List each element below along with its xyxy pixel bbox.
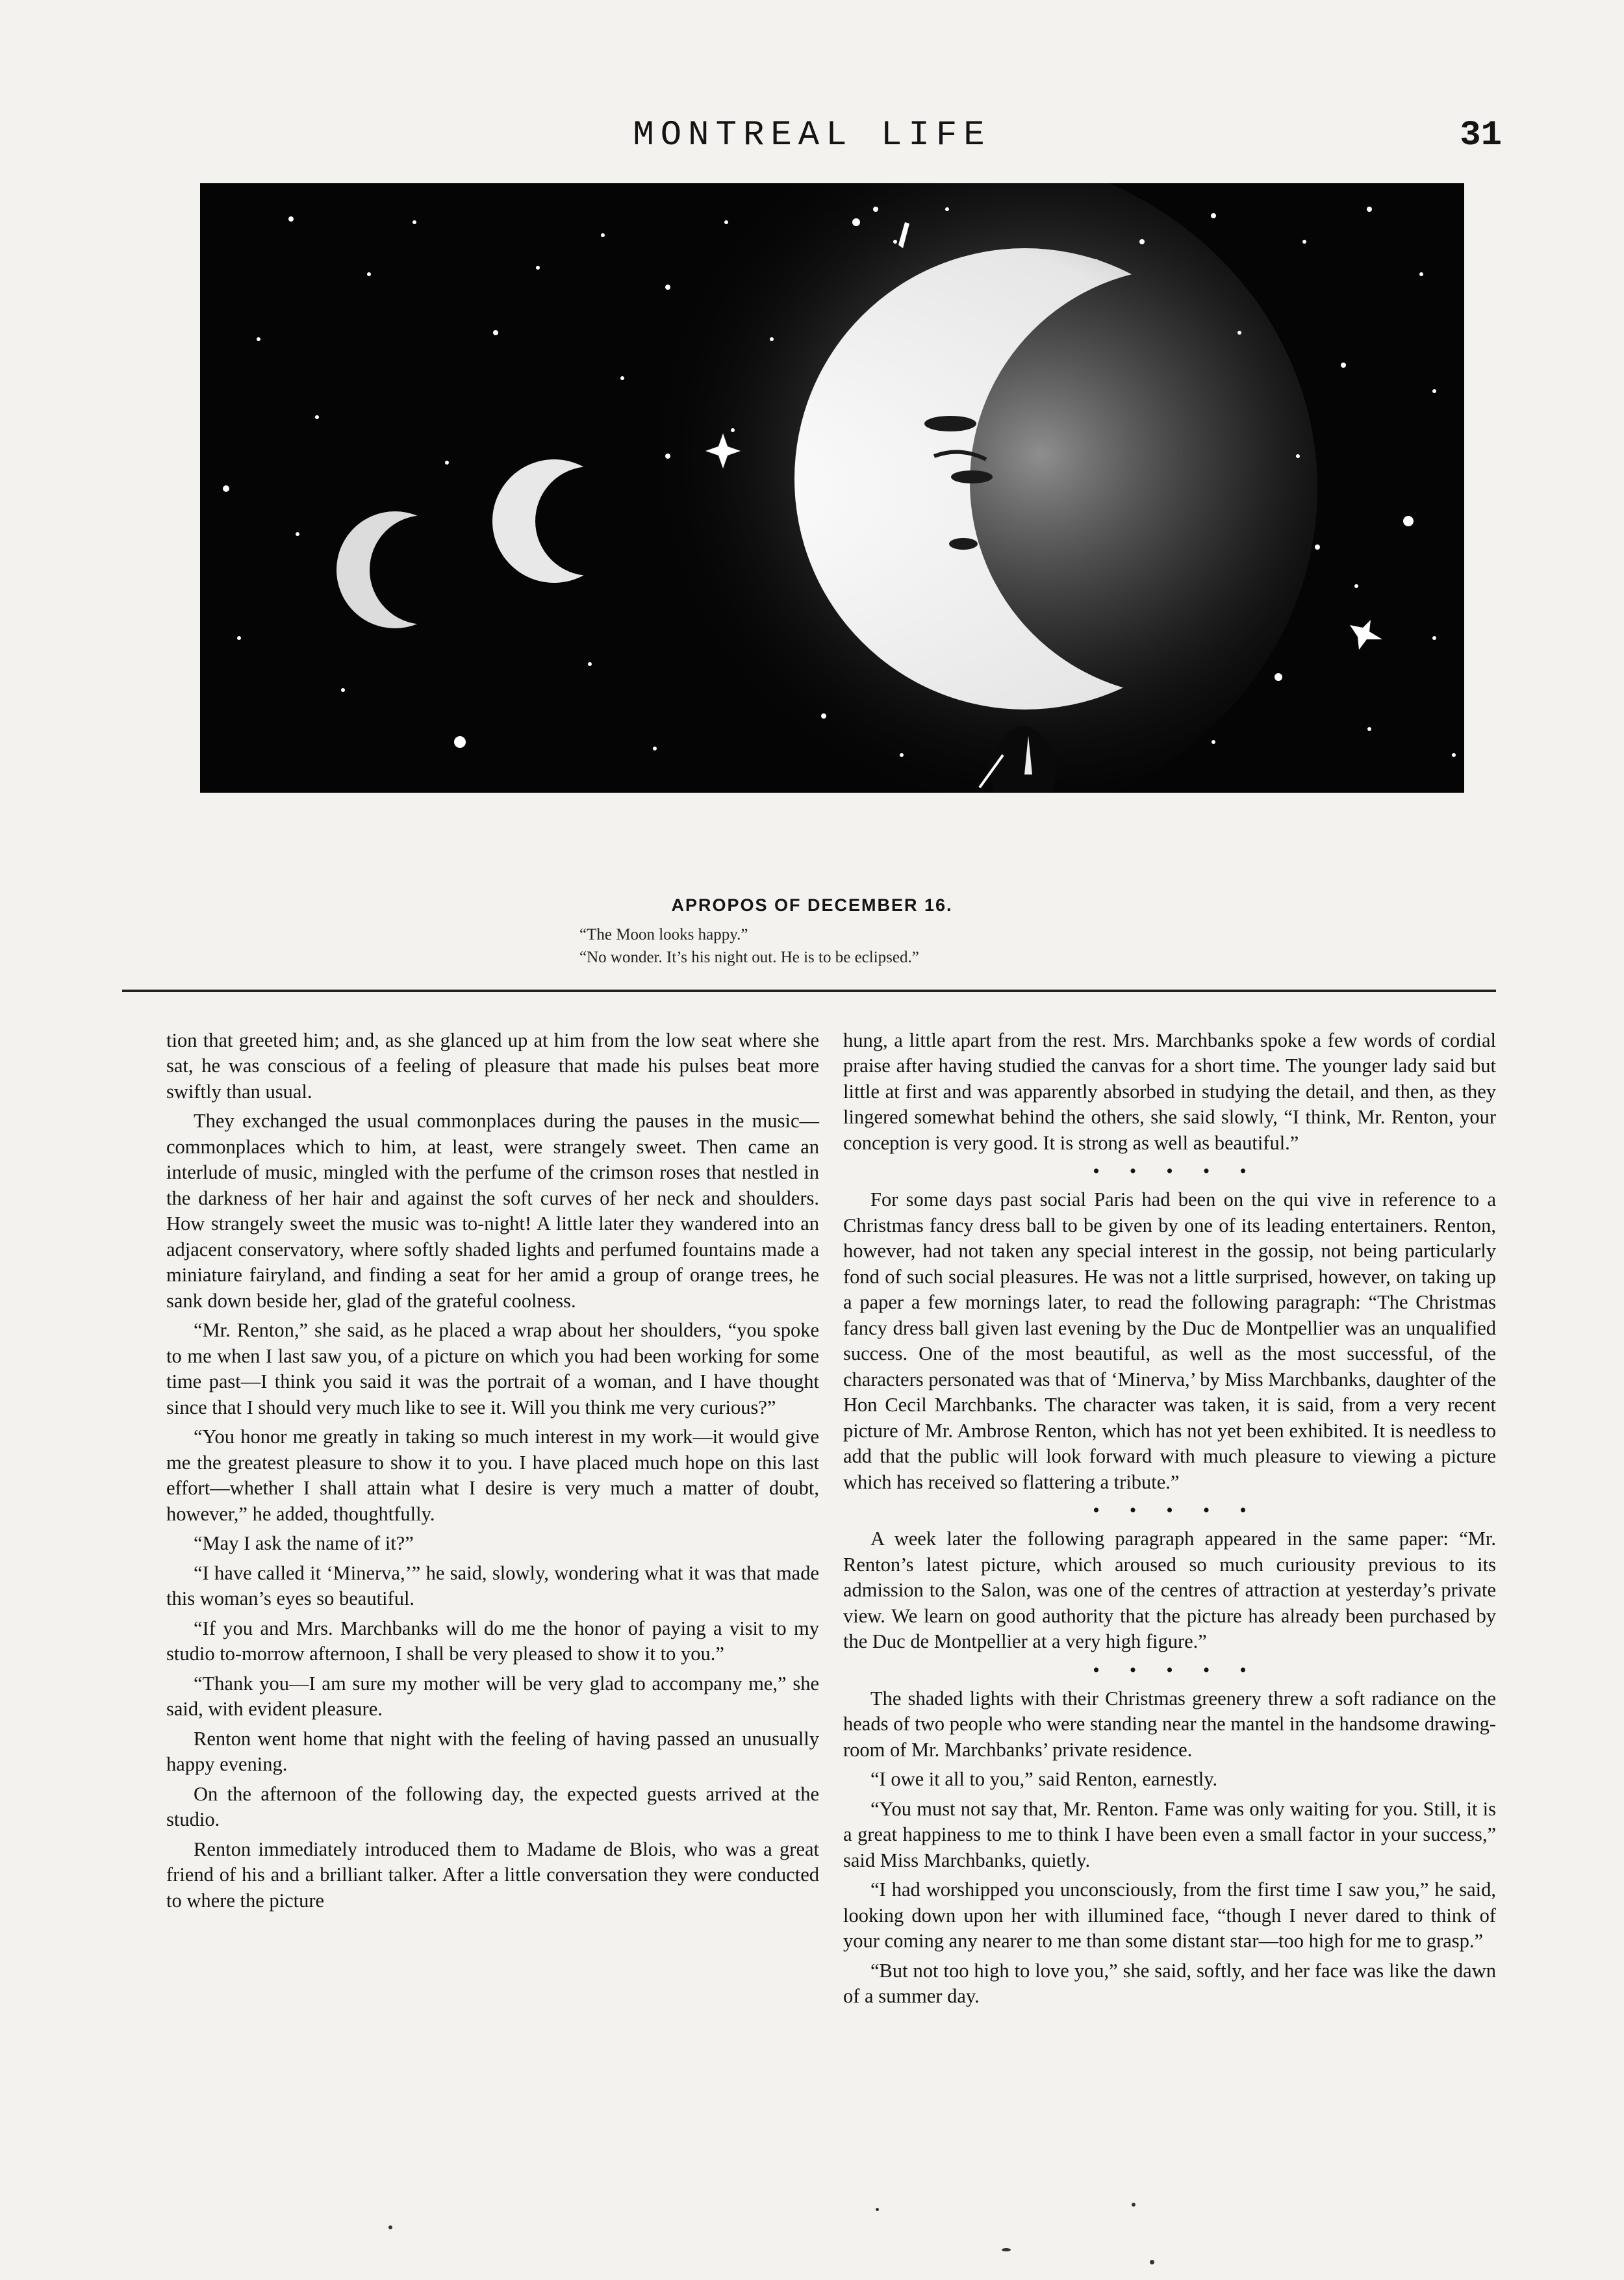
paragraph: hung, a little apart from the rest. Mrs. Marchbanks spoke a few words of cordial praise after having studied the canvas for a short time. The younger lady said but little at first and was apparently absorbed in studying the detail, and then, as they lingered somewhat behind the others, she said slowly, “I think, Mr. Renton, your conception is very good. It is strong as well as beautiful.” xyxy=(843,1029,1496,1154)
print-speck xyxy=(1132,2203,1136,2207)
paragraph: “May I ask the name of it?” xyxy=(194,1532,414,1555)
section-break-dots: ••••• xyxy=(1093,1160,1276,1183)
section-divider xyxy=(122,990,1496,992)
paragraph: “I had worshipped you unconsciously, from the first time I saw you,” he said, looking down upon her with illumined face, “though I never dared to think of your coming any nearer to me than some distant star—too high for me to grasp.” xyxy=(843,1878,1496,1953)
section-break-dots: ••••• xyxy=(1093,1659,1276,1681)
paragraph: The shaded lights with their Christmas greenery threw a soft radiance on the heads of two people who were standing near the mantel in the handsome drawing-room of Mr. Marchbanks’ private residence. xyxy=(843,1687,1496,1761)
print-speck xyxy=(876,2208,879,2211)
paragraph: “But not too high to love you,” she said, softly, and her face was like the dawn of a summer day. xyxy=(843,1959,1496,2007)
paragraph: They exchanged the usual commonplaces during the pauses in the music—commonplaces which to him, at least, were strangely sweet. Then came an interlude of music, mingled with the perfume of the crimson roses that nestled in the darkness of her hair and against the soft curves of her neck and shoulders. How strangely sweet the music was to-night! A little later they wandered into an adjacent conservatory, where softly shaded lights and perfumed fountains made a miniature fairyland, and finding a seat for her amid a group of orange trees, he sank down beside her, glad of the grateful coolness. xyxy=(166,1110,819,1312)
moon-eclipse-drawing xyxy=(200,183,1464,793)
right-text-column xyxy=(843,1028,1496,2013)
print-speck xyxy=(388,2225,392,2229)
paragraph: “You must not say that, Mr. Renton. Fame was only waiting for you. Still, it is a great happiness to me to think I have been even a small factor in your success,” said Miss Marchbanks, quietly. xyxy=(843,1797,1496,1871)
paragraph: Renton went home that night with the feeling of having passed an unusually happy evening. xyxy=(166,1727,819,1776)
illustration-caption-title: APROPOS OF DECEMBER 16. xyxy=(671,895,953,915)
night-sky-illustration xyxy=(200,183,1464,793)
paragraph: “I owe it all to you,” said Renton, earnestly. xyxy=(870,1768,1218,1791)
paragraph: “Mr. Renton,” she said, as he placed a wrap about her shoulders, “you spoke to me when I last saw you, of a picture on which you had been working for some time past—I think you said it was the portrait of a woman, and I have thought since that I should very much like to see it. Will you think me very curious?” xyxy=(166,1319,819,1418)
paragraph: tion that greeted him; and, as she glanced up at him from the low seat where she sat, he was conscious of a feeling of pleasure that made his pulses beat more swiftly than usual. xyxy=(166,1029,819,1103)
paragraph: On the afternoon of the following day, the expected guests arrived at the studio. xyxy=(166,1782,819,1831)
paragraph: “Thank you—I am sure my mother will be very glad to accompany me,” she said, with evident pleasure. xyxy=(166,1672,819,1721)
paragraph: For some days past social Paris had been on the qui vive in reference to a Christmas fancy dress ball to be given by one of its leading entertainers. Renton, however, had not taken any special interest in the gossip, not being particularly fond of such social pleasures. He was not a little surprised, however, on taking up a paper a few mornings later, to read the following paragraph: “The Christmas fancy dress ball given last evening by the Duc de Montpellier was an unqualified success. One of the most beautiful, as well as the most successful, of the characters personated was that of ‘Minerva,’ by Miss Marchbanks, daughter of the Hon Cecil Marchbanks. The character was taken, it is said, from a very recent picture of Mr. Ambrose Renton, which has not yet been exhibited. It is needless to add that the public will look forward with much pleasure to viewing a picture which has received so flattering a tribute.” xyxy=(843,1188,1496,1493)
paragraph: “You honor me greatly in taking so much interest in my work—it would give me the greatest pleasure to show it to you. I have placed much hope on this last effort—whether I shall attain what I desire is very much a matter of doubt, however,” he added, thoughtfully. xyxy=(166,1426,819,1525)
paragraph: “I have called it ‘Minerva,’” he said, slowly, wondering what it was that made this woman’s eyes so beautiful. xyxy=(166,1561,819,1610)
page-header xyxy=(0,116,1624,168)
section-break-dots: ••••• xyxy=(1093,1500,1276,1522)
page-number: 31 xyxy=(1460,116,1502,155)
caption-dialogue-line-2: “No wonder. It’s his night out. He is to be eclipsed.” xyxy=(579,949,919,966)
periodical-title: MONTREAL LIFE xyxy=(633,116,991,155)
caption-dialogue-line-1: “The Moon looks happy.” xyxy=(579,926,748,943)
left-text-column xyxy=(166,1028,819,1917)
print-speck xyxy=(1002,2248,1011,2251)
paragraph: A week later the following paragraph appeared in the same paper: “Mr. Renton’s latest picture, which aroused so much curiousity previous to its admission to the Salon, was one of the centres of attraction at yesterday’s private view. We learn on good authority that the picture has already been purchased by the Duc de Montpellier at a very high figure.” xyxy=(843,1528,1496,1653)
print-speck xyxy=(1150,2260,1154,2264)
paragraph: Renton immediately introduced them to Madame de Blois, who was a great friend of his and a brilliant talker. After a little conversation they were conducted to where the picture xyxy=(166,1838,819,1912)
paragraph: “If you and Mrs. Marchbanks will do me the honor of paying a visit to my studio to-morrow afternoon, I shall be very pleased to show it to you.” xyxy=(166,1617,819,1665)
